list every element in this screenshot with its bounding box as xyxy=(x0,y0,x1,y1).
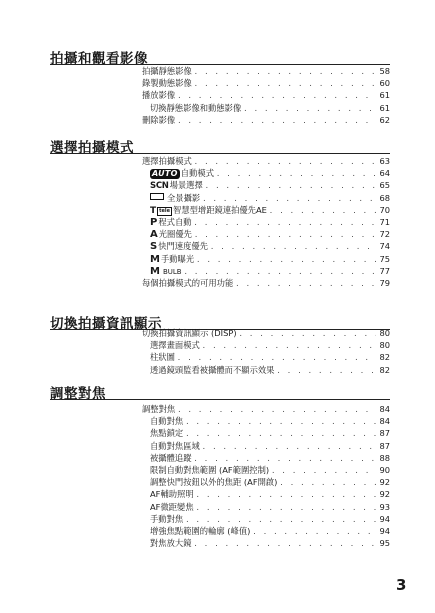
entry-text xyxy=(150,501,194,513)
dot-leader xyxy=(177,404,376,415)
entry-label: 增強焦點範圍的輪廓 (峰值) xyxy=(150,526,251,536)
toc-entry[interactable] xyxy=(150,216,390,228)
shutter-priority-icon: S xyxy=(150,241,158,253)
tele-zoom-icon: T tele xyxy=(150,205,171,216)
toc-entry[interactable] xyxy=(150,192,390,204)
dot-leader xyxy=(194,66,376,77)
toc-entry[interactable] xyxy=(150,513,390,525)
entry-text xyxy=(150,204,267,216)
toc-entry[interactable] xyxy=(142,77,390,89)
page-ref: 79 xyxy=(379,278,390,288)
dot-leader xyxy=(194,538,377,549)
entry-label: AF微距變焦 xyxy=(150,501,194,512)
entry-label: 全景攝影 xyxy=(167,192,201,203)
dot-leader xyxy=(210,241,376,252)
toc-entry[interactable] xyxy=(150,427,390,439)
entry-label: 自動模式 xyxy=(180,168,214,179)
toc-entry[interactable] xyxy=(150,253,390,265)
toc-entry[interactable] xyxy=(150,228,390,240)
section-title: 切換拍攝資訊顯示 xyxy=(50,316,162,332)
page-ref: 72 xyxy=(379,229,390,240)
entry-label: 選擇拍攝模式 xyxy=(142,156,192,166)
entry-text xyxy=(142,89,175,101)
page-ref: 71 xyxy=(379,217,390,227)
page-ref: 68 xyxy=(379,192,390,203)
entry-text xyxy=(150,179,203,191)
entry-label: 柱狀圖 xyxy=(150,352,175,363)
aperture-priority-icon: A xyxy=(150,229,158,241)
section-title: 選擇拍攝模式 xyxy=(50,140,134,156)
toc-entry[interactable] xyxy=(142,277,390,289)
dot-leader xyxy=(269,205,376,216)
section-title: 調整對焦 xyxy=(50,386,106,402)
page-ref: 75 xyxy=(379,253,390,264)
page-ref: 63 xyxy=(379,156,390,166)
page-ref: 88 xyxy=(379,452,390,463)
entry-text xyxy=(142,277,233,289)
page-ref: 80 xyxy=(379,328,390,338)
toc-entry[interactable] xyxy=(150,265,390,277)
dot-leader xyxy=(194,217,376,228)
entry-label: 智慧型增距鏡連拍優先AE xyxy=(173,204,267,215)
manual-mode-icon: M xyxy=(150,253,160,265)
page-number: 3 xyxy=(396,576,407,594)
dot-leader xyxy=(235,278,376,289)
dot-leader xyxy=(177,352,376,363)
page-ref: 84 xyxy=(379,416,390,427)
entry-label: 切換拍攝資訊顯示 (DISP) xyxy=(142,328,237,338)
toc-entry[interactable] xyxy=(150,501,390,513)
dot-leader xyxy=(271,465,376,476)
entry-text xyxy=(150,488,194,500)
entry-text xyxy=(150,537,192,549)
toc-entry[interactable] xyxy=(150,351,390,363)
page-ref: 87 xyxy=(379,428,390,439)
entry-label: 光圈優先 xyxy=(158,229,192,240)
toc-entry[interactable] xyxy=(142,65,390,77)
page-ref: 82 xyxy=(379,352,390,363)
entry-label: 程式自動 xyxy=(158,217,192,227)
entry-text xyxy=(150,253,194,265)
toc-entry[interactable] xyxy=(150,415,390,427)
page-ref: 84 xyxy=(379,404,390,414)
entry-text xyxy=(150,266,182,277)
dot-leader xyxy=(177,90,376,101)
entry-label: 被攝體追蹤 xyxy=(150,452,192,463)
entry-label: 自動對焦 xyxy=(150,416,184,427)
toc-entry[interactable] xyxy=(150,488,390,500)
entry-text xyxy=(142,65,192,77)
entry-label: 場景選擇 xyxy=(169,180,203,191)
page-ref: 65 xyxy=(379,180,390,191)
page-ref: 60 xyxy=(379,78,390,89)
toc-entry[interactable] xyxy=(142,89,390,101)
page-ref: 62 xyxy=(379,114,390,125)
entry-label: 調整對焦 xyxy=(142,404,176,414)
page-ref: 93 xyxy=(379,501,390,512)
dot-leader xyxy=(243,103,376,114)
toc-entry[interactable] xyxy=(142,403,390,415)
entry-text xyxy=(142,403,175,415)
entry-text xyxy=(150,464,269,476)
entry-text xyxy=(150,216,192,228)
entry-label: 透過鏡頭監看被攝體而不顯示效果 xyxy=(150,364,275,375)
page-ref: 77 xyxy=(379,265,390,276)
toc-entry[interactable] xyxy=(150,525,390,537)
entry-label: 自動對焦區域 xyxy=(150,440,200,451)
toc-entry[interactable] xyxy=(150,240,390,252)
dot-leader xyxy=(205,180,376,191)
dot-leader xyxy=(196,489,376,500)
section-divider xyxy=(50,153,390,154)
entry-text xyxy=(150,440,200,452)
dot-leader xyxy=(177,115,376,126)
dot-leader xyxy=(196,254,376,265)
entry-text xyxy=(142,114,175,126)
toc-entry[interactable] xyxy=(150,102,390,114)
entry-text xyxy=(150,415,183,427)
dot-leader xyxy=(184,266,376,277)
entry-label: 拍攝靜態影像 xyxy=(142,66,192,76)
entry-text xyxy=(142,77,192,89)
entry-label: 焦點鎖定 xyxy=(150,428,184,439)
dot-leader xyxy=(185,428,376,439)
entry-text xyxy=(150,476,277,488)
page-ref: 92 xyxy=(379,477,390,488)
dot-leader xyxy=(276,365,376,376)
toc-entry[interactable] xyxy=(142,327,390,339)
entry-text xyxy=(150,525,250,537)
toc-entry[interactable] xyxy=(150,440,390,452)
page-ref: 90 xyxy=(379,465,390,475)
toc-entry[interactable] xyxy=(150,339,390,351)
page-ref: 92 xyxy=(379,489,390,500)
toc-entry[interactable] xyxy=(150,364,390,376)
section-title: 拍攝和觀看影像 xyxy=(50,51,148,67)
dot-leader xyxy=(194,453,377,464)
page-ref: 74 xyxy=(379,241,390,252)
panorama-icon xyxy=(150,193,164,200)
page-ref: 61 xyxy=(379,90,390,101)
entry-text xyxy=(150,364,274,376)
entry-text xyxy=(150,192,200,204)
entry-label: 播放影像 xyxy=(142,90,176,101)
dot-leader xyxy=(185,514,376,525)
entry-label: 切換靜態影像和動態影像 xyxy=(150,102,242,113)
entry-label: 手動對焦 xyxy=(150,513,184,524)
entry-label: 刪除影像 xyxy=(142,114,176,125)
entry-text xyxy=(150,351,175,363)
toc-entry[interactable] xyxy=(150,464,390,476)
dot-leader xyxy=(216,168,376,179)
page-ref: 87 xyxy=(379,440,390,451)
dot-leader xyxy=(239,328,376,339)
dot-leader xyxy=(252,526,376,537)
page-ref: 80 xyxy=(379,340,390,351)
dot-leader xyxy=(185,416,376,427)
entry-label: 快門速度優先 xyxy=(158,241,208,252)
entry-label: 每個拍攝模式的可用功能 xyxy=(142,278,234,288)
dot-leader xyxy=(202,441,376,452)
entry-text xyxy=(150,167,214,179)
page-ref: 61 xyxy=(379,102,390,113)
dot-leader xyxy=(194,229,376,240)
page-ref: 58 xyxy=(379,66,390,76)
entry-text xyxy=(150,452,192,464)
entry-label: BULB xyxy=(162,267,182,276)
page-ref: 94 xyxy=(379,526,390,536)
entry-text xyxy=(150,102,241,114)
toc-entry[interactable] xyxy=(150,179,390,191)
dot-leader xyxy=(202,193,376,204)
program-mode-icon: P xyxy=(150,217,158,228)
toc-entry[interactable] xyxy=(150,167,390,179)
page-ref: 64 xyxy=(379,168,390,179)
toc-entry[interactable] xyxy=(150,537,390,549)
page-ref: 94 xyxy=(379,513,390,524)
entry-label: 選擇畫面模式 xyxy=(150,340,200,351)
entry-label: 限制自動對焦範圍 (AF範圍控制) xyxy=(150,465,270,475)
page-ref: 95 xyxy=(379,538,390,549)
page-ref: 70 xyxy=(379,204,390,215)
manual-mode-icon: M xyxy=(150,265,160,277)
entry-label: AF輔助照明 xyxy=(150,489,194,500)
entry-text xyxy=(150,339,200,351)
auto-mode-icon: AUTO xyxy=(152,169,178,179)
entry-label: 手動曝光 xyxy=(160,253,195,264)
toc-entry[interactable] xyxy=(150,204,390,216)
entry-text xyxy=(142,327,237,339)
dot-leader xyxy=(202,340,376,351)
entry-label: 錄製動態影像 xyxy=(142,78,192,89)
toc-entry[interactable] xyxy=(142,114,390,126)
entry-text xyxy=(150,513,183,525)
entry-text xyxy=(150,228,192,240)
dot-leader xyxy=(194,156,376,167)
scene-select-icon: SCN xyxy=(150,181,169,192)
entry-text xyxy=(150,427,183,439)
dot-leader xyxy=(194,78,376,89)
entry-label: 調整快門按鈕以外的焦距 (AF開啟) xyxy=(150,477,278,488)
dot-leader xyxy=(279,477,376,488)
entry-text xyxy=(150,240,208,252)
section-divider xyxy=(50,399,390,400)
toc-entry[interactable] xyxy=(150,476,390,488)
entry-text xyxy=(142,155,192,167)
toc-entry[interactable] xyxy=(142,155,390,167)
entry-label: 對焦放大鏡 xyxy=(150,538,192,549)
dot-leader xyxy=(196,502,376,513)
page-ref: 82 xyxy=(379,364,390,375)
toc-entry[interactable] xyxy=(150,452,390,464)
